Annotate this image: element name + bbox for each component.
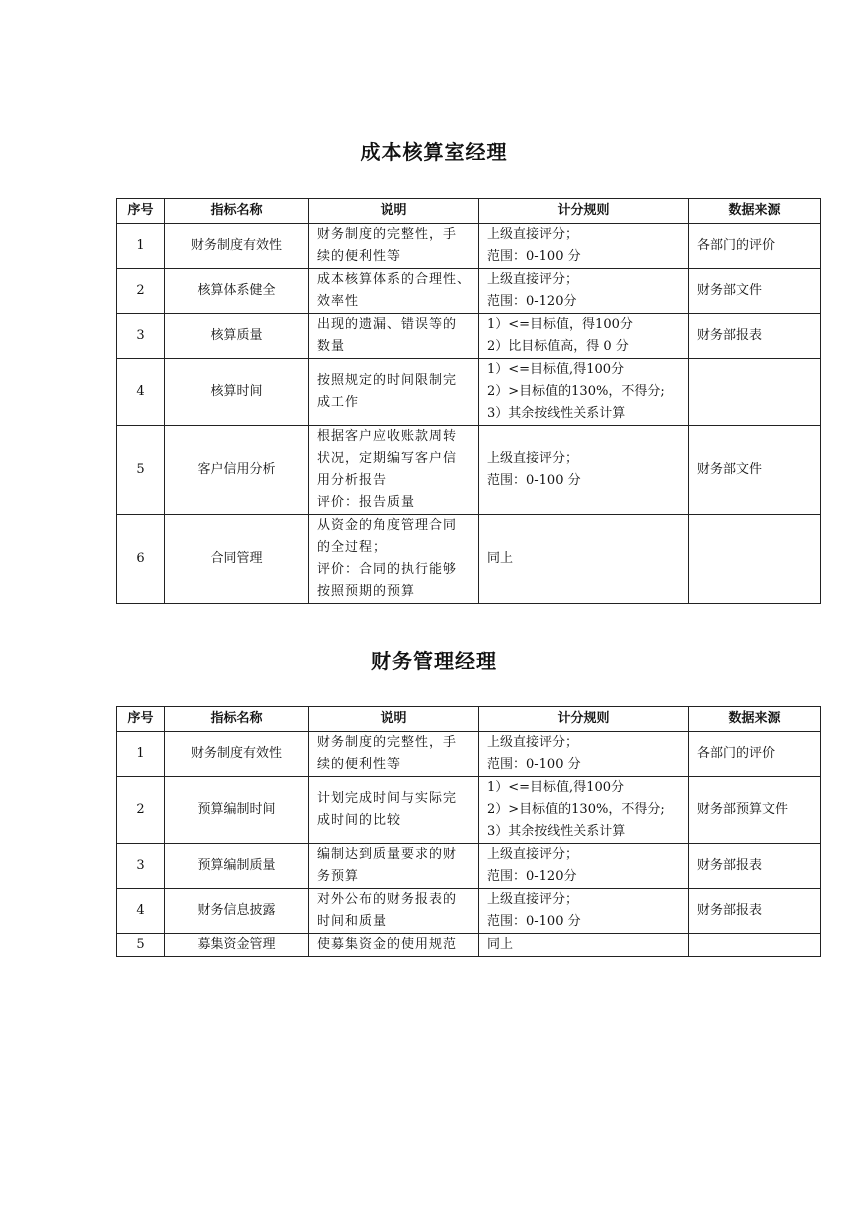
description-line: 数量: [317, 339, 346, 354]
cell-scoring-rule: [479, 889, 689, 934]
cell-description: [309, 515, 479, 604]
header-desc: 说明: [309, 199, 479, 224]
table-row: [117, 515, 821, 604]
description-line: 成本核算体系的合理性、: [317, 272, 472, 287]
cell-indicator-name: 财务信息披露: [165, 889, 309, 934]
cell-no: 1: [117, 224, 165, 269]
cell-no: 2: [117, 269, 165, 314]
description-line: 使募集资金的使用规范: [317, 937, 458, 952]
description-line: 用分析报告: [317, 473, 388, 488]
cell-no: 3: [117, 314, 165, 359]
table-row: [117, 844, 821, 889]
rule-line: 上级直接评分；: [487, 451, 579, 466]
description-line: 效率性: [317, 294, 360, 309]
cell-data-source: [689, 934, 821, 957]
rule-line: 范围：0-100 分: [487, 757, 581, 772]
table-row: [117, 777, 821, 844]
cell-data-source: 财务部报表: [689, 314, 821, 359]
cell-indicator-name: 财务制度有效性: [165, 224, 309, 269]
description-line: 务预算: [317, 869, 360, 884]
table-row: [117, 426, 821, 515]
cell-scoring-rule: [479, 844, 689, 889]
rule-line: 1）<=目标值,得100分: [487, 780, 625, 795]
cell-scoring-rule: [479, 269, 689, 314]
cell-scoring-rule: [479, 224, 689, 269]
rule-line: 同上: [487, 937, 514, 952]
cell-indicator-name: 预算编制质量: [165, 844, 309, 889]
table-body: [117, 732, 821, 957]
table-row: [117, 224, 821, 269]
header-name: 指标名称: [165, 199, 309, 224]
cell-description: [309, 777, 479, 844]
header-source: 数据来源: [689, 707, 821, 732]
cell-data-source: 财务部文件: [689, 426, 821, 515]
table-body: [117, 224, 821, 604]
cell-data-source: 各部门的评价: [689, 732, 821, 777]
table-row: [117, 732, 821, 777]
header-no: 序号: [117, 199, 165, 224]
section-title-cost-accounting-manager: 成本核算室经理: [360, 140, 508, 164]
cell-scoring-rule: [479, 426, 689, 515]
rule-line: 上级直接评分；: [487, 892, 579, 907]
cell-data-source: [689, 359, 821, 426]
description-line: 评价：报告质量: [317, 495, 416, 510]
table-row: [117, 889, 821, 934]
table-header-row: [117, 707, 821, 732]
cell-description: [309, 934, 479, 957]
cell-scoring-rule: [479, 314, 689, 359]
rule-line: 同上: [487, 551, 514, 566]
cell-data-source: 各部门的评价: [689, 224, 821, 269]
description-line: 成时间的比较: [317, 813, 402, 828]
cell-scoring-rule: [479, 732, 689, 777]
cell-no: 2: [117, 777, 165, 844]
cell-no: 4: [117, 889, 165, 934]
rule-line: 上级直接评分；: [487, 735, 579, 750]
cell-description: [309, 732, 479, 777]
cell-indicator-name: 核算质量: [165, 314, 309, 359]
cell-indicator-name: 预算编制时间: [165, 777, 309, 844]
description-line: 评价：合同的执行能够: [317, 562, 458, 577]
kpi-table-financial-management: [116, 706, 821, 957]
kpi-table-cost-accounting: [116, 198, 821, 604]
cell-indicator-name: 核算体系健全: [165, 269, 309, 314]
cell-no: 4: [117, 359, 165, 426]
rule-line: 范围：0-100 分: [487, 914, 581, 929]
cell-scoring-rule: [479, 934, 689, 957]
cell-scoring-rule: [479, 515, 689, 604]
rule-line: 1）<=目标值，得100分: [487, 317, 633, 332]
cell-scoring-rule: [479, 359, 689, 426]
table-row: [117, 359, 821, 426]
description-line: 出现的遗漏、错误等的: [317, 317, 458, 332]
cell-description: [309, 426, 479, 515]
cell-data-source: 财务部预算文件: [689, 777, 821, 844]
cell-indicator-name: 合同管理: [165, 515, 309, 604]
cell-indicator-name: 客户信用分析: [165, 426, 309, 515]
rule-line: 3）其余按线性关系计算: [487, 824, 626, 839]
description-line: 编制达到质量要求的财: [317, 847, 458, 862]
cell-indicator-name: 核算时间: [165, 359, 309, 426]
cell-description: [309, 844, 479, 889]
cell-description: [309, 889, 479, 934]
table-row: [117, 269, 821, 314]
cell-data-source: 财务部报表: [689, 889, 821, 934]
rule-line: 1）<=目标值,得100分: [487, 362, 625, 377]
table-row: [117, 314, 821, 359]
description-line: 按照预期的预算: [317, 584, 416, 599]
cell-indicator-name: 募集资金管理: [165, 934, 309, 957]
rule-line: 上级直接评分；: [487, 847, 579, 862]
header-no: 序号: [117, 707, 165, 732]
cell-no: 3: [117, 844, 165, 889]
cell-description: [309, 224, 479, 269]
description-line: 财务制度的完整性，手: [317, 227, 458, 242]
cell-data-source: [689, 515, 821, 604]
rule-line: 上级直接评分；: [487, 227, 579, 242]
description-line: 根据客户应收账款周转: [317, 429, 458, 444]
cell-no: 5: [117, 426, 165, 515]
description-line: 从资金的角度管理合同: [317, 518, 458, 533]
rule-line: 上级直接评分；: [487, 272, 579, 287]
table-row: [117, 934, 821, 957]
header-rule: 计分规则: [479, 707, 689, 732]
rule-line: 2）>目标值的130%，不得分;: [487, 384, 665, 399]
cell-no: 5: [117, 934, 165, 957]
cell-no: 1: [117, 732, 165, 777]
cell-description: [309, 269, 479, 314]
cell-no: 6: [117, 515, 165, 604]
rule-line: 3）其余按线性关系计算: [487, 406, 626, 421]
description-line: 对外公布的财务报表的: [317, 892, 458, 907]
rule-line: 范围：0-100 分: [487, 473, 581, 488]
description-line: 的全过程；: [317, 540, 388, 555]
header-desc: 说明: [309, 707, 479, 732]
description-line: 续的便利性等: [317, 249, 402, 264]
rule-line: 范围：0-100 分: [487, 249, 581, 264]
section-title-financial-management-manager: 财务管理经理: [371, 649, 497, 673]
header-rule: 计分规则: [479, 199, 689, 224]
rule-line: 范围：0-120分: [487, 294, 577, 309]
description-line: 时间和质量: [317, 914, 388, 929]
description-line: 续的便利性等: [317, 757, 402, 772]
description-line: 成工作: [317, 395, 360, 410]
cell-scoring-rule: [479, 777, 689, 844]
cell-description: [309, 359, 479, 426]
cell-indicator-name: 财务制度有效性: [165, 732, 309, 777]
description-line: 财务制度的完整性，手: [317, 735, 458, 750]
header-source: 数据来源: [689, 199, 821, 224]
header-name: 指标名称: [165, 707, 309, 732]
table-header-row: [117, 199, 821, 224]
cell-data-source: 财务部报表: [689, 844, 821, 889]
rule-line: 范围：0-120分: [487, 869, 577, 884]
description-line: 计划完成时间与实际完: [317, 791, 458, 806]
rule-line: 2）比目标值高，得 0 分: [487, 339, 629, 354]
description-line: 状况，定期编写客户信: [317, 451, 458, 466]
description-line: 按照规定的时间限制完: [317, 373, 458, 388]
cell-data-source: 财务部文件: [689, 269, 821, 314]
rule-line: 2）>目标值的130%，不得分;: [487, 802, 665, 817]
cell-description: [309, 314, 479, 359]
